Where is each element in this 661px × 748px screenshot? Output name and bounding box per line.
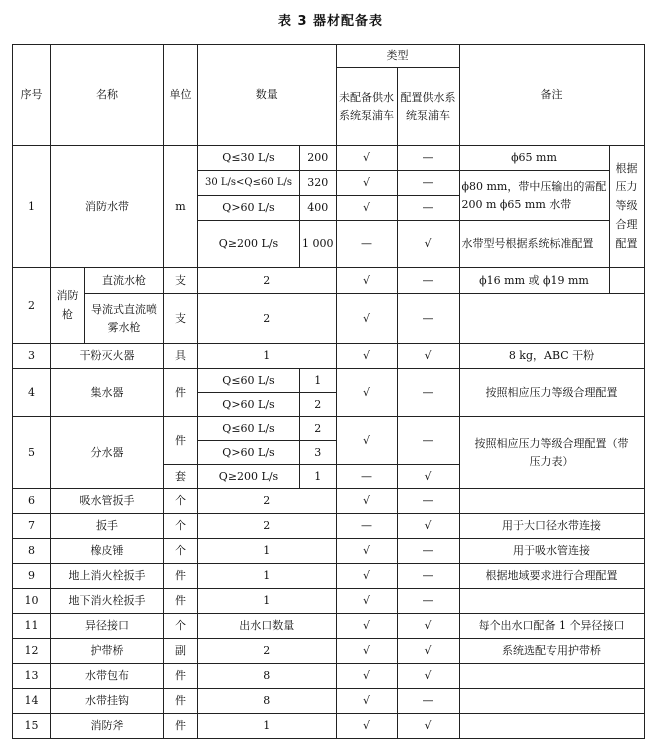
row-name: 地上消火栓扳手 xyxy=(51,564,164,589)
table-row xyxy=(13,714,645,739)
row-mark-a: √ xyxy=(336,614,397,639)
row-mark-b: √ xyxy=(397,639,459,664)
row-qty: 2 xyxy=(198,514,337,539)
table-row xyxy=(13,146,645,171)
row-name: 分水器 xyxy=(51,417,164,489)
row-condition: Q≥200 L/s xyxy=(198,221,300,268)
table-row xyxy=(13,689,645,714)
table-row xyxy=(13,344,645,369)
row-condition: Q≤60 L/s xyxy=(198,417,300,441)
row-unit: m xyxy=(164,146,198,268)
dash-mark: — xyxy=(336,221,397,268)
row-mark-a: √ xyxy=(336,714,397,739)
row-index: 1 xyxy=(13,146,51,268)
table-row xyxy=(13,564,645,589)
row-qty: 1 000 xyxy=(300,221,337,268)
table-row xyxy=(13,639,645,664)
row-remark: 用于吸水管连接 xyxy=(459,539,644,564)
row-mark-b: — xyxy=(397,489,459,514)
row-name: 橡皮锤 xyxy=(51,539,164,564)
row-remark: 系统选配专用护带桥 xyxy=(459,639,644,664)
row-mark-a: √ xyxy=(336,664,397,689)
row-index: 9 xyxy=(13,564,51,589)
check-mark: √ xyxy=(397,465,459,489)
row-name: 异径接口 xyxy=(51,614,164,639)
table-row xyxy=(13,489,645,514)
check-mark: √ xyxy=(336,196,397,221)
row-unit: 件 xyxy=(164,664,198,689)
table-row xyxy=(13,514,645,539)
row-remark xyxy=(459,689,644,714)
row-condition: Q>60 L/s xyxy=(198,441,300,465)
row-name: 干粉灭火器 xyxy=(51,344,164,369)
table-row xyxy=(13,539,645,564)
dash-mark: — xyxy=(397,196,459,221)
row-qty: 3 xyxy=(300,441,337,465)
row-unit: 件 xyxy=(164,589,198,614)
row-index: 2 xyxy=(13,268,51,344)
row-mark-a: √ xyxy=(336,539,397,564)
row-remark xyxy=(459,589,644,614)
row-mark-b: — xyxy=(397,564,459,589)
check-mark: √ xyxy=(336,294,397,344)
row-condition: Q>60 L/s xyxy=(198,393,300,417)
row-unit: 件 xyxy=(164,564,198,589)
row-qty: 出水口数量 xyxy=(198,614,337,639)
row-remark: ϕ16 mm 或 ϕ19 mm xyxy=(459,268,609,294)
row-qty: 1 xyxy=(300,369,337,393)
dash-mark: — xyxy=(397,294,459,344)
row-qty: 1 xyxy=(198,714,337,739)
check-mark: √ xyxy=(336,369,397,417)
row-mark-a: √ xyxy=(336,564,397,589)
row-name: 水带挂钩 xyxy=(51,689,164,714)
row-remark: 水带型号根据系统标准配置 xyxy=(459,221,609,268)
row-remark xyxy=(459,664,644,689)
dash-mark: — xyxy=(397,171,459,196)
header-remark: 备注 xyxy=(459,45,644,146)
row-mark-b: √ xyxy=(397,614,459,639)
row-name: 地下消火栓扳手 xyxy=(51,589,164,614)
header-unit: 单位 xyxy=(164,45,198,146)
row-mark-a: √ xyxy=(336,689,397,714)
row-subname: 直流水枪 xyxy=(85,268,164,294)
row-qty: 1 xyxy=(300,465,337,489)
table-row xyxy=(13,589,645,614)
row-remark: 根据地域要求进行合理配置 xyxy=(459,564,644,589)
row-condition: Q≥200 L/s xyxy=(198,465,300,489)
row-index: 6 xyxy=(13,489,51,514)
row-remark xyxy=(459,714,644,739)
row-unit: 件 xyxy=(164,369,198,417)
equipment-table xyxy=(12,44,645,739)
row-unit: 件 xyxy=(164,689,198,714)
row-remark: 每个出水口配备 1 个异径接口 xyxy=(459,614,644,639)
row-qty: 1 xyxy=(198,539,337,564)
row-index: 11 xyxy=(13,614,51,639)
row-index: 12 xyxy=(13,639,51,664)
row-index: 7 xyxy=(13,514,51,539)
header-name: 名称 xyxy=(51,45,164,146)
side-remark: 根据压力等级合理配置 xyxy=(609,146,644,268)
row-condition: Q>60 L/s xyxy=(198,196,300,221)
row-unit: 件 xyxy=(164,417,198,465)
check-mark: √ xyxy=(397,344,459,369)
row-remark: 用于大口径水带连接 xyxy=(459,514,644,539)
row-unit: 支 xyxy=(164,268,198,294)
row-index: 14 xyxy=(13,689,51,714)
dash-mark: — xyxy=(397,268,459,294)
check-mark: √ xyxy=(336,417,397,465)
row-name: 集水器 xyxy=(51,369,164,417)
dash-mark: — xyxy=(336,465,397,489)
header-type-a: 未配备供水系统泵浦车 xyxy=(336,68,397,146)
row-name: 水带包布 xyxy=(51,664,164,689)
row-index: 5 xyxy=(13,417,51,489)
row-index: 8 xyxy=(13,539,51,564)
row-unit: 个 xyxy=(164,614,198,639)
dash-mark: — xyxy=(397,417,459,465)
table-row xyxy=(13,268,645,294)
row-name: 消防水带 xyxy=(51,146,164,268)
dash-mark: — xyxy=(397,369,459,417)
check-mark: √ xyxy=(336,344,397,369)
header-type-b: 配置供水系统泵浦车 xyxy=(397,68,459,146)
row-remark: 按照相应压力等级合理配置（带压力表） xyxy=(459,417,644,489)
row-unit: 具 xyxy=(164,344,198,369)
row-qty: 8 xyxy=(198,689,337,714)
row-qty: 2 xyxy=(300,417,337,441)
row-qty: 2 xyxy=(198,294,337,344)
row-mark-a: √ xyxy=(336,489,397,514)
row-qty: 2 xyxy=(198,639,337,664)
row-index: 3 xyxy=(13,344,51,369)
row-qty: 1 xyxy=(198,344,337,369)
header-quantity: 数量 xyxy=(198,45,337,146)
row-mark-a: √ xyxy=(336,589,397,614)
check-mark: √ xyxy=(336,171,397,196)
row-remark xyxy=(459,294,644,344)
row-condition: 30 L/s<Q≤60 L/s xyxy=(198,171,300,196)
table-row xyxy=(13,614,645,639)
header-index: 序号 xyxy=(13,45,51,146)
row-qty: 2 xyxy=(198,268,337,294)
table-title: 表 3 器材配备表 xyxy=(277,14,384,29)
row-remark: 按照相应压力等级合理配置 xyxy=(459,369,644,417)
check-mark: √ xyxy=(336,146,397,171)
row-name: 护带桥 xyxy=(51,639,164,664)
row-subname: 导流式直流喷雾水枪 xyxy=(85,294,164,344)
table-row xyxy=(13,417,645,441)
row-mark-b: √ xyxy=(397,664,459,689)
table-row xyxy=(13,664,645,689)
row-index: 4 xyxy=(13,369,51,417)
row-condition: Q≤30 L/s xyxy=(198,146,300,171)
row-qty: 1 xyxy=(198,589,337,614)
dash-mark: — xyxy=(397,146,459,171)
row-name: 消防斧 xyxy=(51,714,164,739)
table-row xyxy=(13,294,645,344)
row-remark: ϕ80 mm，带中压输出的需配 200 m ϕ65 mm 水带 xyxy=(459,171,609,221)
row-qty: 320 xyxy=(300,171,337,196)
row-name: 吸水管扳手 xyxy=(51,489,164,514)
row-qty: 400 xyxy=(300,196,337,221)
row-mark-b: √ xyxy=(397,714,459,739)
row-name: 消防枪 xyxy=(51,268,85,344)
row-mark-a: √ xyxy=(336,639,397,664)
row-unit: 套 xyxy=(164,465,198,489)
row-mark-b: — xyxy=(397,539,459,564)
check-mark: √ xyxy=(336,268,397,294)
row-index: 10 xyxy=(13,589,51,614)
row-qty: 200 xyxy=(300,146,337,171)
row-unit: 支 xyxy=(164,294,198,344)
row-qty: 8 xyxy=(198,664,337,689)
row-unit: 个 xyxy=(164,539,198,564)
row-mark-a: — xyxy=(336,514,397,539)
header-type: 类型 xyxy=(336,45,459,68)
empty-cell xyxy=(609,268,644,294)
row-unit: 个 xyxy=(164,514,198,539)
row-index: 15 xyxy=(13,714,51,739)
row-mark-b: — xyxy=(397,589,459,614)
row-name: 扳手 xyxy=(51,514,164,539)
row-index: 13 xyxy=(13,664,51,689)
row-remark: 8 kg，ABC 干粉 xyxy=(459,344,644,369)
row-mark-b: — xyxy=(397,689,459,714)
row-qty: 2 xyxy=(198,489,337,514)
row-unit: 个 xyxy=(164,489,198,514)
header-row xyxy=(13,45,645,68)
row-mark-b: √ xyxy=(397,514,459,539)
row-condition: Q≤60 L/s xyxy=(198,369,300,393)
table-row xyxy=(13,369,645,393)
row-qty: 2 xyxy=(300,393,337,417)
row-remark xyxy=(459,489,644,514)
row-remark: ϕ65 mm xyxy=(459,146,609,171)
row-unit: 副 xyxy=(164,639,198,664)
row-qty: 1 xyxy=(198,564,337,589)
row-unit: 件 xyxy=(164,714,198,739)
check-mark: √ xyxy=(397,221,459,268)
